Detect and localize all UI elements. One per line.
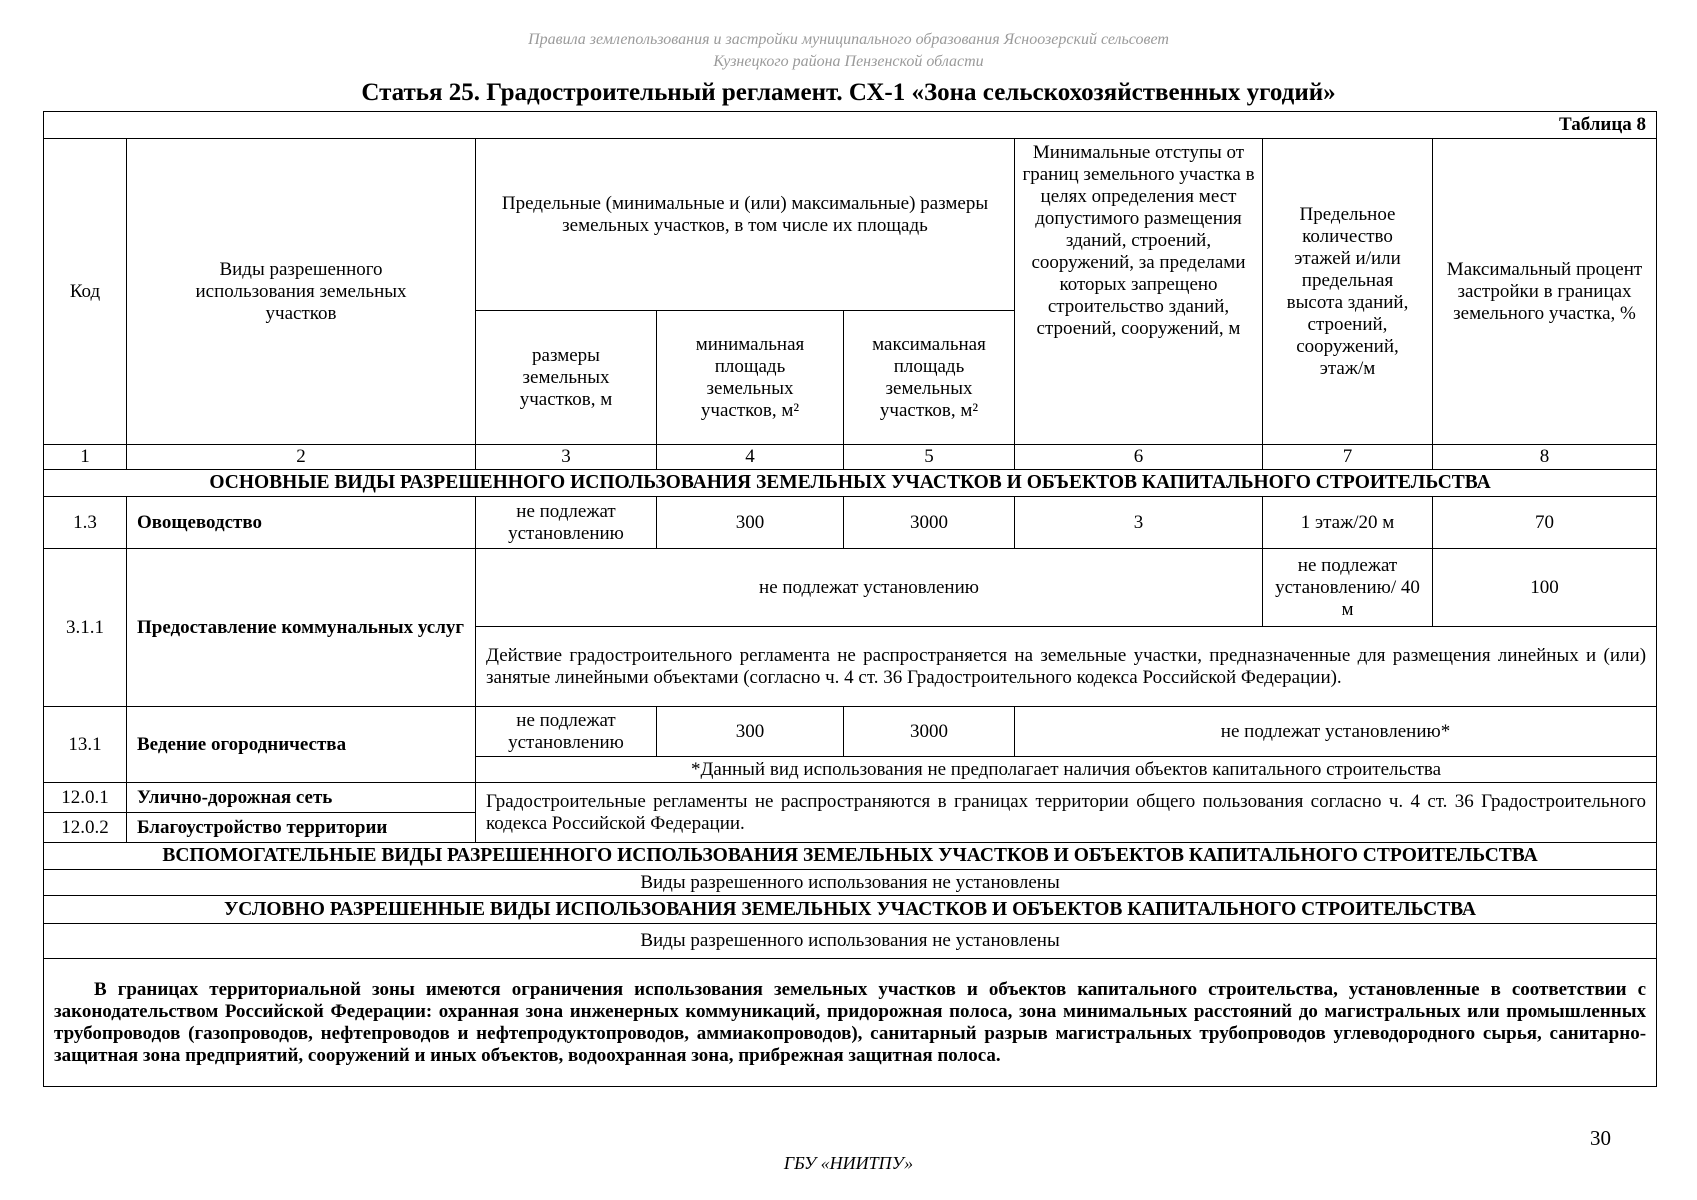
header-max-area: максимальная площадь земельных участков, м² bbox=[844, 311, 1015, 445]
section-heading-main: ОСНОВНЫЕ ВИДЫ РАЗРЕШЕННОГО ИСПОЛЬЗОВАНИЯ ЗЕМЕЛЬНЫХ УЧАСТКОВ И ОБЪЕКТОВ КАПИТАЛЬНОГО СТРОИТЕЛЬСТВА bbox=[44, 470, 1657, 497]
row-floors: не подлежат установлению/ 40 м bbox=[1263, 549, 1433, 627]
row-coverage: 70 bbox=[1433, 497, 1657, 549]
row-note: Градостроительные регламенты не распространяются в границах территории общего пользования согласно ч. 4 ст. 36 Градостроительного кодекса Российской Федерации. bbox=[476, 783, 1657, 843]
page-footer: ГБУ «НИИТПУ» bbox=[783, 1153, 914, 1173]
row-plot-size: не подлежат установлению bbox=[476, 497, 657, 549]
table-label: Таблица 8 bbox=[44, 112, 1657, 139]
column-number: 2 bbox=[127, 445, 476, 470]
running-header-line-1: Правила землепользования и застройки муниципального образования Ясноозерский сельсовет bbox=[528, 31, 1169, 48]
column-number: 6 bbox=[1015, 445, 1263, 470]
row-min-area: 300 bbox=[657, 497, 844, 549]
header-min-area: минимальная площадь земельных участков, м² bbox=[657, 311, 844, 445]
column-number: 1 bbox=[44, 445, 127, 470]
row-use-name: Ведение огородничества bbox=[127, 707, 476, 783]
conditional-text: Виды разрешенного использования не установлены bbox=[44, 924, 1657, 959]
row-merged-value: не подлежат установлению bbox=[476, 549, 1263, 627]
row-code: 13.1 bbox=[44, 707, 127, 783]
regulation-table bbox=[43, 111, 1657, 1087]
row-max-area: 3000 bbox=[844, 497, 1015, 549]
row-floors: 1 этаж/20 м bbox=[1263, 497, 1433, 549]
row-plot-size: не подлежат установлению bbox=[476, 707, 657, 757]
header-coverage: Максимальный процент застройки в границах земельного участка, % bbox=[1433, 139, 1657, 445]
row-use-name: Овощеводство bbox=[127, 497, 476, 549]
column-number: 5 bbox=[844, 445, 1015, 470]
row-setback: 3 bbox=[1015, 497, 1263, 549]
row-note: Действие градостроительного регламента не распространяется на земельные участки, предназначенные для размещения линейных и (или) занятые линейными объектами (согласно ч. 4 ст. 36 Градостроительного кодекса Российской Федерации). bbox=[476, 627, 1657, 707]
row-min-area: 300 bbox=[657, 707, 844, 757]
header-size-group: Предельные (минимальные и (или) максимальные) размеры земельных участков, в том числе их площадь bbox=[476, 139, 1015, 311]
row-max-area: 3000 bbox=[844, 707, 1015, 757]
aux-text: Виды разрешенного использования не установлены bbox=[44, 870, 1657, 896]
header-plot-size: размеры земельных участков, м bbox=[476, 311, 657, 445]
restrictions-text: В границах территориальной зоны имеются ограничения использования земельных участков и объектов капитального строительства, установленные в соответствии с законодательством Российской Федерации: охранная зона инженерных коммуникаций, придорожная полоса, зона минимальных расстояний до магистральных или промышленных трубопроводов (газопроводов, нефтепроводов и нефтепродуктопроводов, аммиакопроводов), санитарный разрыв магистральных трубопроводов углеводородного сырья, санитарно-защитная зона предприятий, сооружений и иных объектов, водоохранная зона, прибрежная защитная полоса. bbox=[44, 959, 1657, 1087]
header-setback: Минимальные отступы от границ земельного участка в целях определения мест допустимого размещения зданий, строений, сооружений, за пределами которых запрещено строительство зданий, строений, сооружений, м bbox=[1015, 139, 1263, 445]
page-number: 30 bbox=[1590, 1126, 1611, 1150]
row-code: 1.3 bbox=[44, 497, 127, 549]
row-code: 3.1.1 bbox=[44, 549, 127, 707]
header-floors: Предельное количество этажей и/или предельная высота зданий, строений, сооружений, этаж/м bbox=[1263, 139, 1433, 445]
running-header-line-2: Кузнецкого района Пензенской области bbox=[713, 53, 984, 70]
row-code: 12.0.1 bbox=[44, 783, 127, 813]
row-use-name: Предоставление коммунальных услуг bbox=[127, 549, 476, 707]
column-number: 3 bbox=[476, 445, 657, 470]
row-use-name: Благоустройство территории bbox=[127, 813, 476, 843]
row-use-name: Улично-дорожная сеть bbox=[127, 783, 476, 813]
header-use-type: Виды разрешенного использования земельных участков bbox=[127, 139, 476, 445]
section-heading-conditional: УСЛОВНО РАЗРЕШЕННЫЕ ВИДЫ ИСПОЛЬЗОВАНИЯ ЗЕМЕЛЬНЫХ УЧАСТКОВ И ОБЪЕКТОВ КАПИТАЛЬНОГО СТРОИТЕЛЬСТВА bbox=[44, 896, 1657, 924]
column-number: 8 bbox=[1433, 445, 1657, 470]
column-number: 7 bbox=[1263, 445, 1433, 470]
section-heading-aux: ВСПОМОГАТЕЛЬНЫЕ ВИДЫ РАЗРЕШЕННОГО ИСПОЛЬЗОВАНИЯ ЗЕМЕЛЬНЫХ УЧАСТКОВ И ОБЪЕКТОВ КАПИТАЛЬНОГО СТРОИТЕЛЬСТВА bbox=[44, 843, 1657, 870]
row-merged-value: не подлежат установлению* bbox=[1015, 707, 1657, 757]
column-number: 4 bbox=[657, 445, 844, 470]
row-code: 12.0.2 bbox=[44, 813, 127, 843]
row-coverage: 100 bbox=[1433, 549, 1657, 627]
row-note: *Данный вид использования не предполагает наличия объектов капитального строительства bbox=[476, 757, 1657, 783]
header-code: Код bbox=[44, 139, 127, 445]
page-title: Статья 25. Градостроительный регламент. СХ-1 «Зона сельскохозяйственных угодий» bbox=[361, 79, 1336, 106]
